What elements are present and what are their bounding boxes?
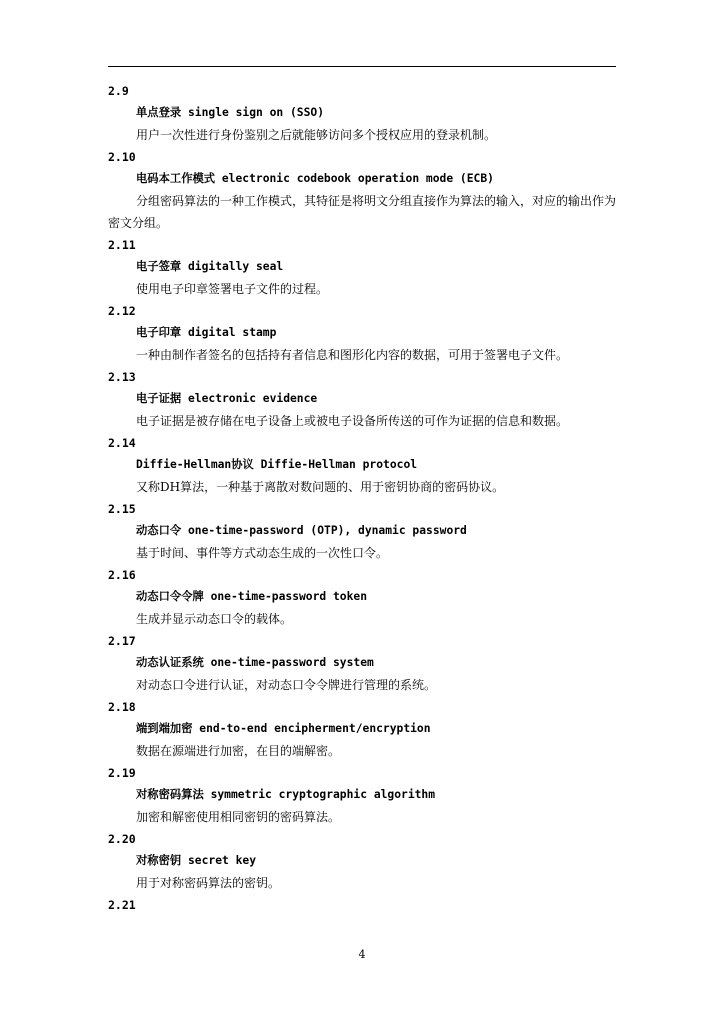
term-definition: 使用电子印章签署电子文件的过程。 <box>136 282 329 296</box>
term-entry-2-21 <box>108 894 616 916</box>
term-entry-2-17 <box>108 630 616 696</box>
term-entry-2-13 <box>108 366 616 432</box>
term-title: 动态口令 one-time-password (OTP), dynamic password <box>136 524 467 537</box>
header-rule <box>108 66 616 67</box>
term-entry-2-12 <box>108 300 616 366</box>
entry-number: 2.12 <box>108 304 136 318</box>
page-number: 4 <box>358 948 366 961</box>
term-entry-2-18 <box>108 696 616 762</box>
document-body <box>108 80 616 916</box>
term-entry-2-15 <box>108 498 616 564</box>
term-title: 电码本工作模式 electronic codebook operation mode (ECB) <box>136 172 494 185</box>
term-title: 端到端加密 end-to-end encipherment/encryption <box>136 722 431 735</box>
entry-number: 2.20 <box>108 832 136 846</box>
term-entry-2-19 <box>108 762 616 828</box>
term-definition: 用于对称密码算法的密钥。 <box>136 876 281 890</box>
term-title: 动态认证系统 one-time-password system <box>136 656 374 669</box>
term-definition: 又称DH算法，一种基于离散对数问题的、用于密钥协商的密码协议。 <box>136 480 505 494</box>
term-definition: 加密和解密使用相同密钥的密码算法。 <box>136 810 341 824</box>
entry-number: 2.21 <box>108 898 136 912</box>
term-definition: 分组密码算法的一种工作模式，其特征是将明文分组直接作为算法的输入，对应的输出作为密文分组。 <box>108 194 617 230</box>
term-definition: 一种由制作者签名的包括持有者信息和图形化内容的数据，可用于签署电子文件。 <box>136 348 569 362</box>
term-entry-2-16 <box>108 564 616 630</box>
entry-number: 2.14 <box>108 436 136 450</box>
term-definition: 数据在源端进行加密，在目的端解密。 <box>136 744 341 758</box>
term-definition: 基于时间、事件等方式动态生成的一次性口令。 <box>136 546 389 560</box>
term-title: 电子签章 digitally seal <box>136 260 284 273</box>
entry-number: 2.17 <box>108 634 136 648</box>
term-title: 动态口令令牌 one-time-password token <box>136 590 368 603</box>
term-entry-2-20 <box>108 828 616 894</box>
term-definition: 电子证据是被存储在电子设备上或被电子设备所传送的可作为证据的信息和数据。 <box>136 414 569 428</box>
term-entry-2-11 <box>108 234 616 300</box>
term-title: 电子印章 digital stamp <box>136 326 277 339</box>
term-title: 对称密码算法 symmetric cryptographic algorithm <box>136 788 436 801</box>
term-definition: 用户一次性进行身份鉴别之后就能够访问多个授权应用的登录机制。 <box>136 128 497 142</box>
term-title: 单点登录 single sign on (SSO) <box>136 106 325 119</box>
term-title: 电子证据 electronic evidence <box>136 392 318 405</box>
entry-number: 2.16 <box>108 568 136 582</box>
entry-number: 2.9 <box>108 84 129 98</box>
entry-number: 2.10 <box>108 150 136 164</box>
entry-number: 2.18 <box>108 700 136 714</box>
term-entry-2-9 <box>108 80 616 146</box>
term-entry-2-14 <box>108 432 616 498</box>
term-title: Diffie-Hellman协议 Diffie-Hellman protocol <box>136 458 418 471</box>
term-entry-2-10 <box>108 146 616 234</box>
term-definition: 对动态口令进行认证，对动态口令令牌进行管理的系统。 <box>136 678 437 692</box>
entry-number: 2.13 <box>108 370 136 384</box>
entry-number: 2.19 <box>108 766 136 780</box>
entry-number: 2.11 <box>108 238 136 252</box>
term-definition: 生成并显示动态口令的载体。 <box>136 612 293 626</box>
term-title: 对称密钥 secret key <box>136 854 257 867</box>
entry-number: 2.15 <box>108 502 136 516</box>
